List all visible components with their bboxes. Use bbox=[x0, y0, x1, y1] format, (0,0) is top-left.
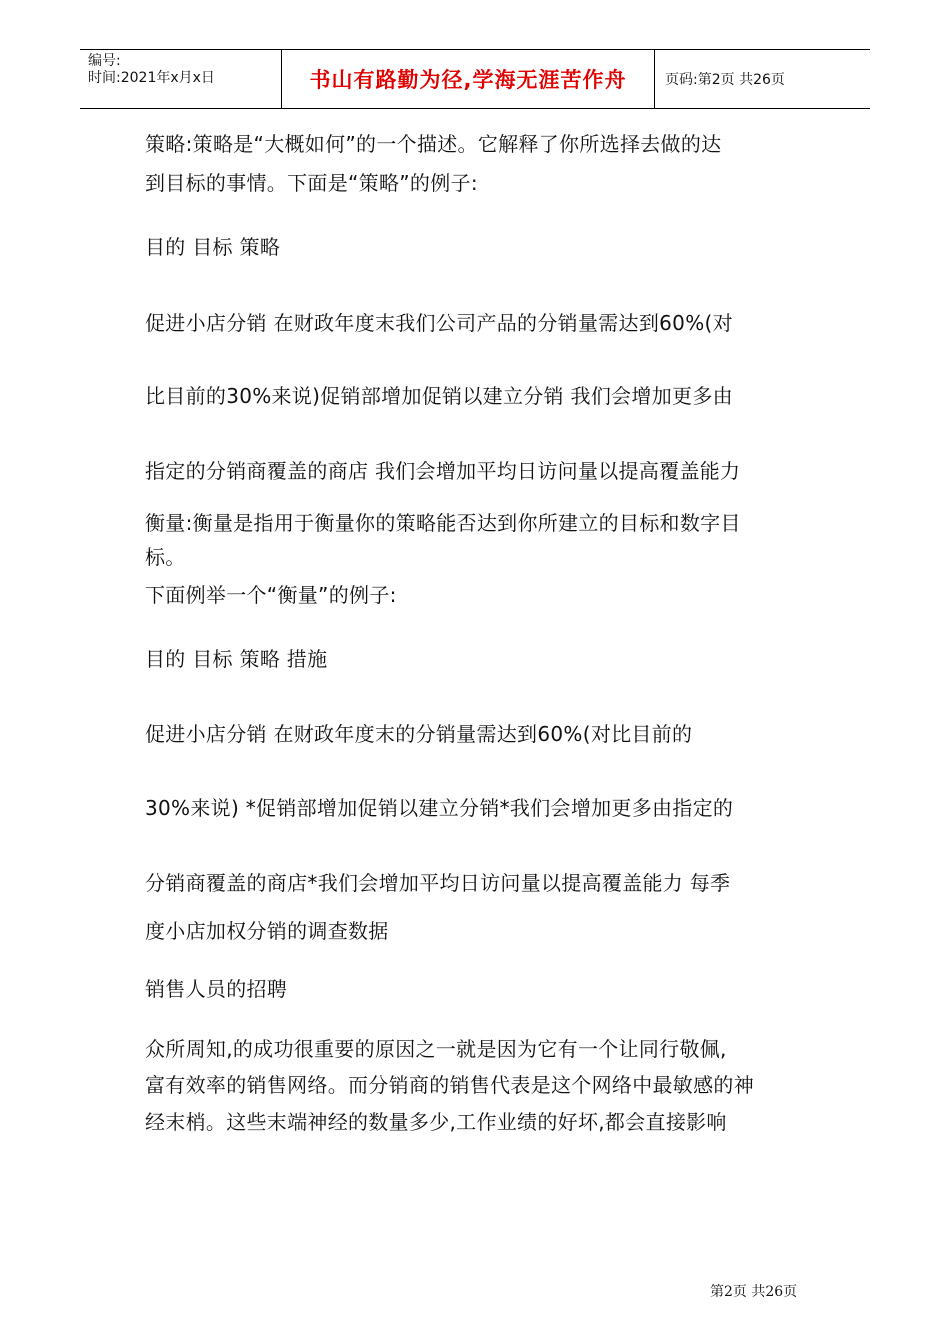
section-heading: 销售人员的招聘 bbox=[145, 977, 288, 1001]
paragraph-line: 众所周知,的成功很重要的原因之一就是因为它有一个让同行敬佩, bbox=[145, 1037, 727, 1061]
section-heading: 目的 目标 策略 措施 bbox=[145, 647, 328, 671]
header-table bbox=[80, 49, 870, 109]
paragraph-line: 指定的分销商覆盖的商店 我们会增加平均日访问量以提高覆盖能力 bbox=[145, 459, 741, 483]
paragraph-line: 衡量:衡量是指用于衡量你的策略能否达到你所建立的目标和数字目 bbox=[145, 511, 741, 535]
header-meta bbox=[80, 50, 282, 108]
paragraph-line: 下面例举一个“衡量”的例子: bbox=[145, 583, 397, 607]
time-label: 时间:2021年x月x日 bbox=[88, 70, 215, 86]
paragraph-line: 促进小店分销 在财政年度末我们公司产品的分销量需达到60%(对 bbox=[145, 311, 733, 335]
paragraph-line: 富有效率的销售网络。而分销商的销售代表是这个网络中最敏感的神 bbox=[145, 1073, 754, 1097]
paragraph-line: 策略:策略是“大概如何”的一个描述。它解释了你所选择去做的达 bbox=[145, 132, 722, 156]
header-page-info: 页码:第2页 共26页 bbox=[665, 72, 785, 88]
paragraph-line: 标。 bbox=[145, 545, 186, 569]
section-heading: 目的 目标 策略 bbox=[145, 235, 281, 259]
paragraph-line: 比目前的30%来说)促销部增加促销以建立分销 我们会增加更多由 bbox=[145, 384, 733, 408]
footer-page-number: 第2页 共26页 bbox=[710, 1284, 798, 1300]
paragraph-line: 30%来说) *促销部增加促销以建立分销*我们会增加更多由指定的 bbox=[145, 796, 734, 820]
paragraph-line: 分销商覆盖的商店*我们会增加平均日访问量以提高覆盖能力 每季 bbox=[145, 871, 731, 895]
number-label: 编号: bbox=[88, 53, 121, 69]
paragraph-line: 度小店加权分销的调查数据 bbox=[145, 919, 389, 943]
paragraph-line: 到目标的事情。下面是“策略”的例子: bbox=[145, 171, 478, 195]
paragraph-line: 促进小店分销 在财政年度末的分销量需达到60%(对比目前的 bbox=[145, 722, 693, 746]
header-motto: 书山有路勤为径,学海无涯苦作舟 bbox=[282, 50, 655, 108]
paragraph-line: 经末梢。这些末端神经的数量多少,工作业绩的好坏,都会直接影响 bbox=[145, 1110, 727, 1134]
